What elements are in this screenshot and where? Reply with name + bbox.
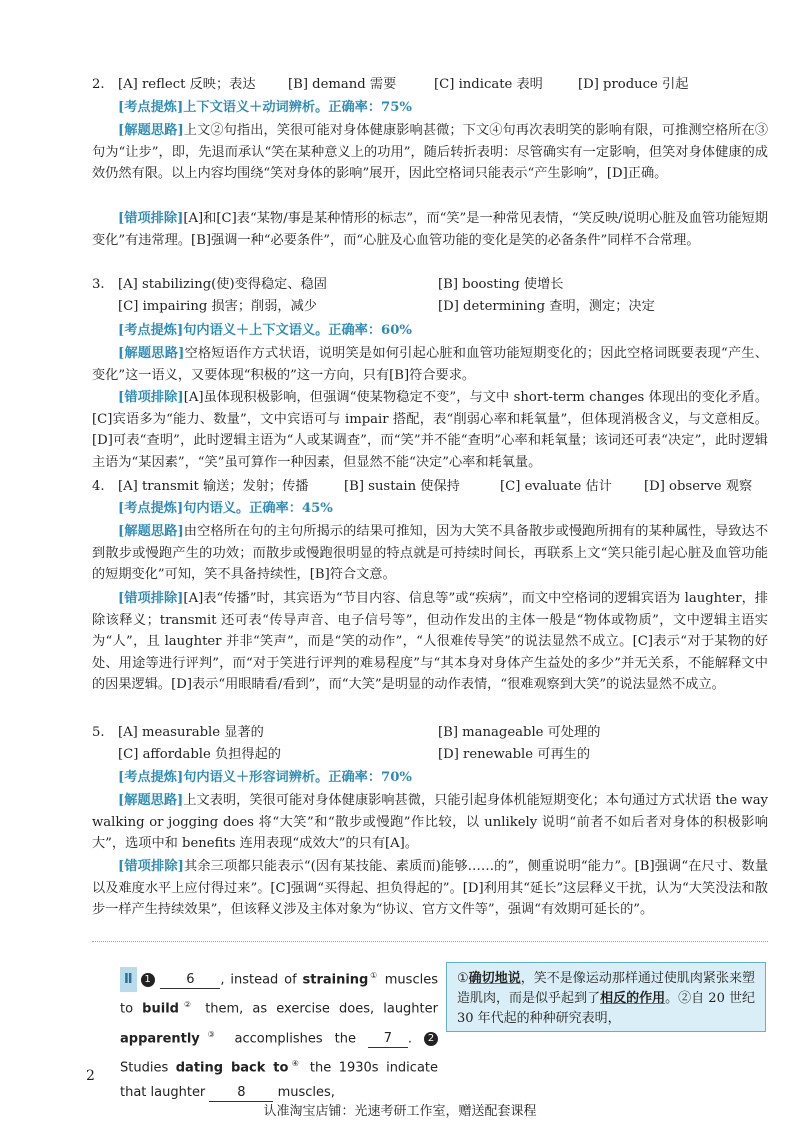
- sentence-1-marker: 1: [141, 973, 155, 987]
- q3-wrong-tag: [错项排除]: [118, 390, 184, 405]
- passage-english: [120, 963, 438, 1105]
- q3-idea-tag: [解题思路]: [118, 346, 185, 361]
- q3-point-text: 句内语义＋上下文语义。正确率：60%: [183, 323, 412, 338]
- q2-wrong-text: [A]和[C]表“某物/事是某种情形的标志”，而“笑”是一种常见表情，“笑反映/说明心脏及血管功能短期变化”有违常理。[B]强调一种“必要条件”，而“心脏及心血管功能的变化是笑的必备条件”同样不合常理。: [92, 211, 768, 248]
- q3-idea-text: 空格短语作方式状语，说明笑是如何引起心脏和血管功能短期变化的；因此空格词既要表现“产生、变化”这一语义，又要体现“积极的”这一方向，只有[B]符合要求。: [92, 346, 768, 383]
- q2-point-tag: [考点提炼]: [118, 100, 184, 115]
- q2-choice-d: [D] produce 引起: [578, 77, 689, 92]
- blank-6[interactable]: 6: [160, 972, 220, 989]
- q3-choice-d: [D] determining 查明，测定；决定: [438, 299, 655, 314]
- q5-idea: [92, 790, 768, 855]
- passage-text-1: , instead of: [220, 972, 297, 988]
- q5-choice-c: [C] affordable 负担得起的: [118, 747, 281, 762]
- q4-point-tag: [考点提炼]: [118, 501, 184, 516]
- blank-8[interactable]: 8: [209, 1085, 273, 1102]
- sentence-2-marker: 2: [424, 1032, 438, 1046]
- q5-choice-a: [A] measurable 显著的: [118, 725, 264, 740]
- q4-point: [118, 498, 768, 520]
- q2-choice-c: [C] indicate 表明: [434, 77, 543, 92]
- footer-text: 认准淘宝店铺：光速考研工作室，赠送配套课程: [263, 1104, 537, 1119]
- q4-number: 4.: [92, 479, 105, 494]
- translation-marker-1: ①: [457, 971, 469, 986]
- q3-choice-c: [C] impairing 损害；削弱，减少: [118, 299, 317, 314]
- q2-point: [118, 97, 768, 119]
- q5-idea-text: 上文表明，笑很可能对身体健康影响甚微，只能引起身体机能短期变化；本句通过方式状语 the way walking or jogging does 将“大笑”和“散步或慢跑”作比较，以 unlikely 说明“前者不如后者对身体的积极影响大”，选项中和 benefits 连用表现“成效大”的只有[A]。: [92, 793, 769, 851]
- dotted-separator: [92, 941, 768, 942]
- footnote-1: ①: [368, 971, 379, 980]
- q3-choice-b: [B] boosting 使增长: [438, 277, 564, 292]
- passage-text-6: Studies: [120, 1060, 169, 1076]
- q5-wrong-tag: [错项排除]: [118, 859, 184, 874]
- q4-point-text: 句内语义。正确率：45%: [183, 501, 333, 516]
- q3-point-tag: [考点提炼]: [118, 323, 184, 338]
- q2-choice-b: [B] demand 需要: [288, 77, 397, 92]
- q2-number: 2.: [92, 77, 105, 92]
- q5-choice-d: [D] renewable 可再生的: [438, 747, 591, 762]
- q4-idea-text: 由空格所在句的主句所揭示的结果可推知，因为大笑不具备散步或慢跑所拥有的某种属性，导致达不到散步或慢跑产生的功效；而散步或慢跑很明显的特点就是可持续时间长，再联系上文“笑只能引起心脏及血管功能的短期变化”可知，笑不具备持续性，[B]符合文意。: [92, 524, 769, 582]
- q5-number: 5.: [92, 725, 105, 740]
- page-number: 2: [86, 1068, 95, 1084]
- keyword-straining: straining: [302, 972, 369, 988]
- q5-point: [118, 767, 768, 789]
- q4-choice-d: [D] observe 观察: [644, 479, 753, 494]
- translation-keyword-1: 确切地说: [468, 971, 521, 986]
- q2-point-text: 上下文语义＋动词辨析。正确率：75%: [183, 100, 412, 115]
- translation-text-1: ，笑不是像运动那样通过使肌肉紧张来塑造肌肉，而是似乎起到了: [457, 971, 755, 1006]
- section-number: Ⅱ: [120, 967, 137, 992]
- translation-box: [446, 962, 766, 1032]
- q3-idea: [92, 343, 768, 386]
- passage-text-2: muscles to: [120, 972, 438, 1017]
- footnote-3: ③: [199, 1029, 223, 1039]
- q3-wrong: [92, 387, 768, 473]
- q4-idea-tag: [解题思路]: [118, 524, 184, 539]
- q5-wrong: [92, 856, 768, 921]
- q5-point-text: 句内语义＋形容词辨析。正确率：70%: [183, 770, 412, 785]
- footnote-2: ②: [178, 1000, 197, 1010]
- q4-wrong-text: [A]表“传播”时，其宾语为“节目内容、信息等”或“疾病”，而文中空格词的逻辑宾语为 laughter，排除该释义；transmit 还可表“传导声音、电子信号等”，但动作发出的主体一般是“物体或物质”，文中逻辑主语实为“人”，且 laughter 并非“笑声”，而是“笑的动作”，“人很难传导笑”的说法显然不成立。[C]表示“对于某物的好处、用途等进行评判”，而“对于笑进行评判的难易程度”与“其本身对身体产生益处的多少”并无关系，不能解释文中的因果逻辑。[D]表示“用眼睛看/看到”，而“大笑”是明显的动作表情，“很难观察到大笑”的说法显然不成立。: [92, 591, 768, 692]
- q2-idea: [92, 120, 768, 185]
- passage-text-4: accomplishes the: [234, 1030, 356, 1046]
- passage-text-7: the 1930s indicate that laughter: [120, 1060, 439, 1101]
- footnote-4: ④: [288, 1058, 303, 1068]
- keyword-dating-back-to: dating back to: [175, 1060, 289, 1076]
- q4-choice-a: [A] transmit 输送；发射；传播: [118, 479, 309, 494]
- q2-wrong: [92, 208, 768, 251]
- q3-choice-a: [A] stabilizing(使)变得稳定、稳固: [118, 277, 327, 292]
- q4-choice-b: [B] sustain 使保持: [344, 479, 460, 494]
- blank-7[interactable]: 7: [368, 1031, 408, 1048]
- passage-text-8: muscles,: [277, 1085, 335, 1101]
- q3-point: [118, 320, 768, 342]
- passage-text-5: .: [407, 1030, 413, 1046]
- q3-wrong-text: [A]虽体现积极影响，但强调“使某物稳定不变”，与文中 short-term changes 体现出的变化矛盾。[C]宾语多为“能力、数量”，文中宾语可与 impair 搭配，表“削弱心率和耗氧量”，但体现消极含义，与文意相反。[D]可表“查明”，此时逻辑主语为“人或某调查”，而“笑”并不能“查明”心率和耗氧量；该词还可表“决定”，此时逻辑主语为“某因素”，“笑”虽可算作一种因素，但显然不能“决定”心率和耗氧量。: [92, 390, 769, 470]
- translation-text-2: 。②自 20 世纪 30 年代起的种种研究表明，: [457, 991, 755, 1026]
- translation-keyword-2: 相反的作用: [600, 991, 666, 1006]
- q2-idea-text: 上文②句指出，笑很可能对身体健康影响甚微；下文④句再次表明笑的影响有限，可推测空格所在③句为“让步”，即，先退而承认“笑在某种意义上的功用”，随后转折表明：尽管确实有一定影响，但笑对身体健康的成效仍然有限。以上内容均围绕“笑对身体的影响”展开，因此空格词只能表示“产生影响”，[D]正确。: [92, 123, 769, 181]
- q2-wrong-tag: [错项排除]: [118, 211, 184, 226]
- q4-idea: [92, 521, 768, 586]
- q3-number: 3.: [92, 277, 105, 292]
- q4-wrong-tag: [错项排除]: [118, 591, 184, 606]
- passage-text-3: them, as exercise does, laughter: [205, 1001, 438, 1017]
- q5-choice-b: [B] manageable 可处理的: [438, 725, 601, 740]
- q2-choice-a: [A] reflect 反映；表达: [118, 77, 256, 92]
- q4-choice-c: [C] evaluate 估计: [500, 479, 612, 494]
- q5-point-tag: [考点提炼]: [118, 770, 184, 785]
- q4-wrong: [92, 588, 768, 696]
- q5-wrong-text: 其余三项都只能表示“(因有某技能、素质而)能够……的”，侧重说明“能力”。[B]强调“在尺寸、数量以及难度水平上应付得过来”。[C]强调“买得起、担负得起的”。[D]利用其“延长”这层释义干扰，认为“大笑没法和散步一样产生持续效果”，但该释义涉及主体对象为“协议、官方文件等”，强调“有效期可延长的”。: [92, 859, 769, 917]
- q5-idea-tag: [解题思路]: [118, 793, 184, 808]
- keyword-build: build: [142, 1001, 179, 1017]
- q2-idea-tag: [解题思路]: [118, 123, 184, 138]
- keyword-apparently: apparently: [120, 1030, 200, 1046]
